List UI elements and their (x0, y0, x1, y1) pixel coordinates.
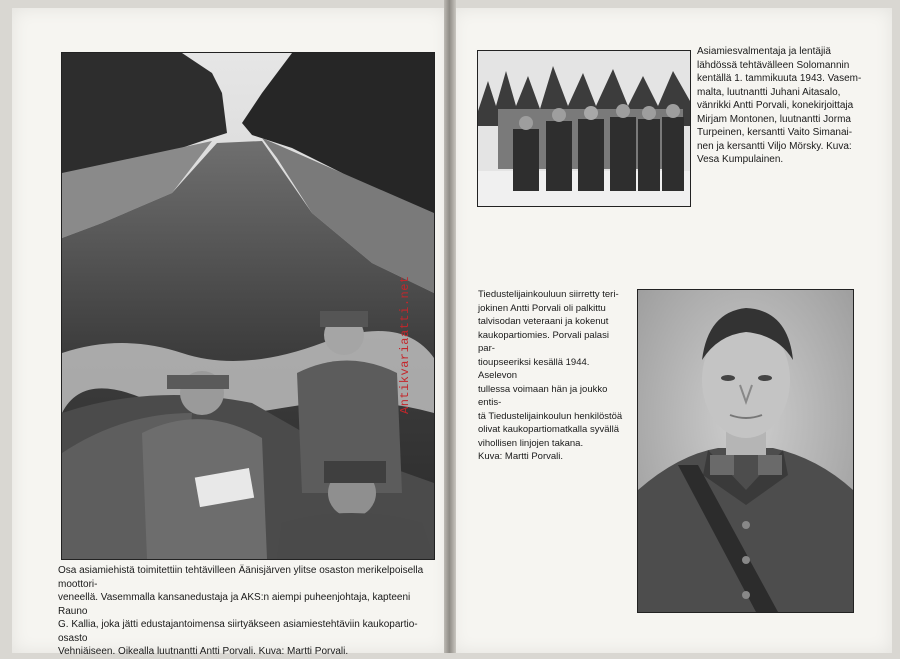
portrait-photo (637, 289, 854, 613)
caption-line: Vehniäiseen. Oikealla luutnantti Antti Porvali. Kuva: Martti Porvali. (58, 646, 349, 657)
caption-line: Kuva: Martti Porvali. (478, 451, 563, 462)
group-image (478, 51, 690, 206)
top-right-caption (697, 45, 887, 167)
caption-line: jokinen Antti Porvali oli palkittu (478, 302, 606, 314)
watermark: Antikvariaatti.net (398, 275, 412, 414)
caption-line: Osa asiamiehistä toimitettiin tehtävilleen Äänisjärven ylitse osaston merikelpoisella moottori- (58, 565, 424, 590)
left-caption (58, 564, 438, 659)
caption-line: Asiamiesvalmentaja ja lentäjiä (697, 46, 831, 57)
middle-right-caption (478, 288, 628, 464)
caption-line: Tiedustelijainkouluun siirretty teri- (478, 289, 619, 300)
caption-line: vänrikki Antti Porvali, konekirjoittaja (697, 100, 854, 111)
caption-line: veneellä. Vasemmalla kansanedustaja ja AKS:n aiempi puheenjohtaja, kapteeni Rauno (58, 592, 411, 617)
boat-river-image (62, 53, 434, 559)
caption-line: Turpeinen, kersantti Vaito Simanai- (697, 127, 853, 138)
portrait-image (638, 290, 853, 612)
caption-line: kaukopartiomies. Porvali palasi par- (478, 329, 609, 354)
caption-line: lähdössä tehtävälleen Solomannin (697, 59, 850, 71)
caption-line: nen ja kersantti Viljo Mörsky. Kuva: (697, 140, 852, 152)
boat-river-photo (61, 52, 435, 560)
caption-line: olivat kaukopartiomatkalla syvällä (478, 424, 619, 435)
caption-line: tullessa voimaan hän ja joukko entis- (478, 383, 608, 408)
caption-line: kentällä 1. tammikuuta 1943. Vasem- (697, 73, 862, 84)
caption-line: malta, luutnantti Juhani Aitasalo, (697, 86, 841, 98)
book-gutter (444, 0, 456, 653)
caption-line: tioupseeriksi kesällä 1944. Aselevon (478, 356, 590, 381)
group-photo (477, 50, 691, 207)
caption-line: vihollisen linjojen takana. (478, 437, 584, 449)
caption-line: talvisodan veteraani ja kokenut (478, 316, 609, 327)
caption-line: Mirjam Montonen, luutnantti Jorma (697, 113, 851, 125)
caption-line: Vesa Kumpulainen. (697, 154, 784, 165)
caption-line: tä Tiedustelijainkoulun henkilöstöä (478, 410, 623, 422)
caption-line: G. Kallia, joka jätti edustajantoimensa siirtyäkseen asiamiestehtäviin kaukopartio-osasto (58, 619, 418, 644)
